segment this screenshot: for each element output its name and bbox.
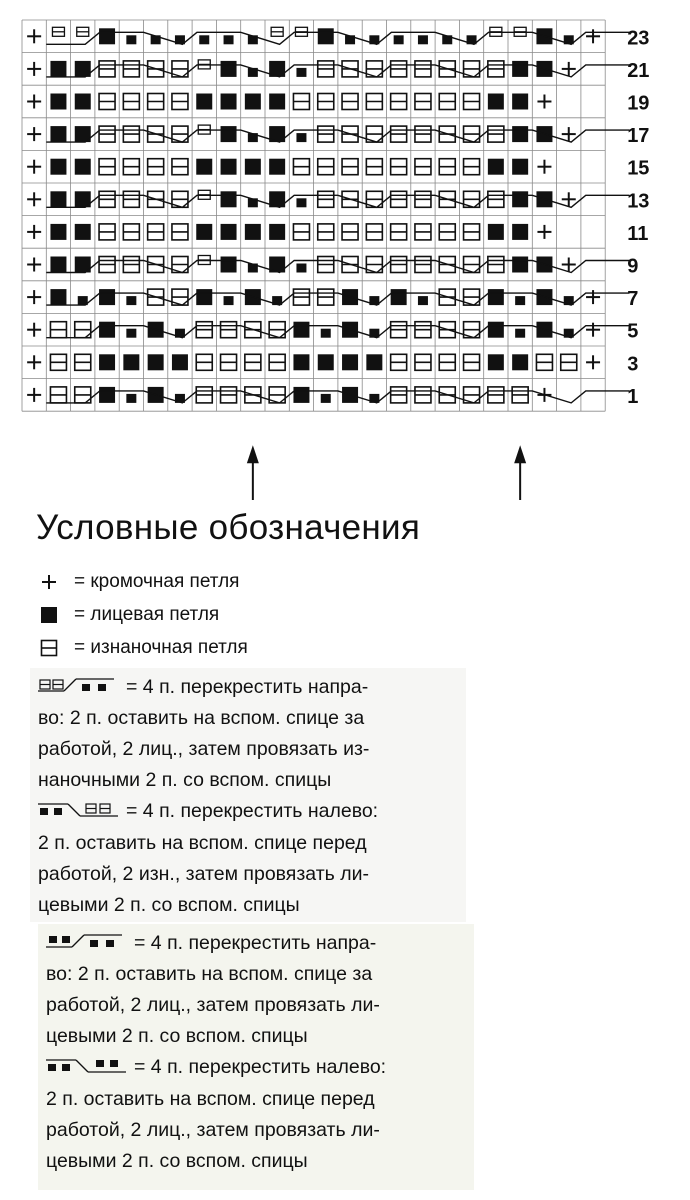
knit-stitch-mark [488,354,504,370]
note-text: работой, 2 лиц., затем провязать из- [38,738,370,761]
plus-icon [40,573,70,591]
knit-stitch-mark [296,133,306,142]
cable-notes-knit [38,924,474,1190]
cable-right-knit-icon [46,928,128,959]
knit-stitch-mark [318,354,334,370]
knit-stitch-mark [293,322,309,338]
row-number: 1 [627,385,639,408]
knit-stitch-mark [293,354,309,370]
knit-stitch-mark [512,61,528,77]
knit-stitch-mark [366,354,382,370]
knit-stitch-mark [515,296,525,305]
row-number: 17 [627,125,650,148]
knit-stitch-mark [99,387,115,403]
knit-stitch-mark [99,354,115,370]
knit-stitch-mark [512,257,528,273]
knit-stitch-mark [221,191,237,207]
knit-stitch-mark [126,394,136,403]
note-text: 2 п. оставить на вспом. спице перед [46,1087,375,1110]
cable-left-purl-icon [38,797,120,828]
knit-stitch-mark [512,191,528,207]
arrow-up-icon [247,445,259,463]
note-text: цевыми 2 п. со вспом. спицы [46,1025,308,1048]
knit-stitch-mark [50,257,66,273]
knit-stitch-mark [488,289,504,305]
knit-stitch-mark [245,159,261,175]
note-text: = 4 п. перекрестить налево: [134,1056,387,1079]
knit-stitch-mark [221,61,237,77]
cable-left-knit-icon [46,1053,128,1084]
knit-stitch-mark [512,354,528,370]
note-text: во: 2 п. оставить на вспом. спице за [46,963,373,986]
knit-stitch-mark [196,159,212,175]
knit-stitch-mark [488,94,504,110]
row-number: 21 [627,59,650,82]
knit-stitch-mark [245,94,261,110]
note-text: цевыми 2 п. со вспом. спицы [46,1149,308,1172]
knit-stitch-mark [512,159,528,175]
knit-stitch-mark [50,191,66,207]
knit-stitch-mark [296,198,306,207]
cable-notes-purl [30,668,466,922]
knit-stitch-mark [296,264,306,273]
note-text: во: 2 п. оставить на вспом. спице за [38,707,365,730]
knit-stitch-mark [269,94,285,110]
knit-stitch-mark [394,35,404,44]
note-text: работой, 2 изн., затем провязать ли- [38,862,369,885]
row-number: 19 [627,92,650,115]
row-number: 11 [627,222,649,245]
legend-edge-row [40,568,239,596]
knit-stitch-mark [75,224,91,240]
knit-stitch-mark [126,296,136,305]
legend-knit-row [40,601,219,629]
knit-stitch-mark [224,35,234,44]
knit-stitch-mark [196,94,212,110]
knit-stitch-mark [126,329,136,338]
legend-knit-text: = лицевая петля [74,604,220,625]
knit-stitch-mark [224,296,234,305]
knit-stitch-mark [196,289,212,305]
cable-right-purl-icon [38,672,120,703]
note-text: наночными 2 п. со вспом. спицы [38,769,332,792]
knit-stitch-mark [221,257,237,273]
knit-stitch-mark [318,28,334,44]
knit-stitch-mark [221,224,237,240]
knit-stitch-mark [148,354,164,370]
knit-stitch-mark [123,354,139,370]
knit-stitch-mark [321,329,331,338]
knit-stitch-mark [488,159,504,175]
knitting-chart [0,0,690,500]
knit-stitch-mark [488,322,504,338]
row-number: 7 [627,288,639,311]
knit-stitch-mark [126,35,136,44]
knit-stitch-mark [391,289,407,305]
knit-stitch-mark [99,289,115,305]
legend-title: Условные обозначения [36,508,421,547]
knit-stitch-mark [296,68,306,77]
knit-stitch-mark [269,159,285,175]
knit-stitch-mark [221,126,237,142]
row-number: 13 [627,190,650,213]
knit-stitch-mark [488,224,504,240]
row-number: 3 [627,353,639,376]
arrow-up-icon [514,445,526,463]
knit-stitch-mark [50,159,66,175]
knit-stitch-mark [196,224,212,240]
knit-stitch-mark [293,387,309,403]
knit-stitch-mark [50,224,66,240]
knit-stitch-mark [269,224,285,240]
knit-stitch-mark [50,289,66,305]
legend-purl-row [40,634,248,662]
row-number: 5 [627,320,639,343]
note-text: = 4 п. перекрестить налево: [126,800,379,823]
knit-stitch-mark [515,329,525,338]
note-text: = 4 п. перекрестить напра- [126,676,369,698]
knit-stitch-mark [75,159,91,175]
legend-edge-text: = кромочная петля [74,571,240,592]
note-text: = 4 п. перекрестить напра- [134,932,377,954]
note-text: 2 п. оставить на вспом. спице перед [38,831,367,854]
note-line [46,928,466,959]
knit-stitch-mark [418,296,428,305]
note-line [38,796,458,827]
knit-stitch-mark [221,94,237,110]
note-text: работой, 2 лиц., затем провязать ли- [46,994,380,1017]
knit-stitch-mark [418,35,428,44]
knit-stitch-mark [75,94,91,110]
knitting-chart-svg [0,0,690,500]
knit-stitch-mark [221,159,237,175]
purl-box-icon [40,639,70,657]
knit-stitch-mark [342,354,358,370]
knit-stitch-mark [245,224,261,240]
note-text: цевыми 2 п. со вспом. спицы [38,893,300,916]
knit-stitch-mark [512,94,528,110]
note-text: работой, 2 лиц., затем провязать ли- [46,1118,380,1141]
knit-stitch-mark [99,322,115,338]
knit-stitch-mark [321,394,331,403]
knit-stitch-mark [50,126,66,142]
row-number: 9 [627,255,639,278]
note-line [38,672,458,703]
knit-stitch-mark [50,61,66,77]
legend-purl-text: = изнаночная петля [74,637,248,658]
knit-stitch-mark [99,28,115,44]
knit-square-icon [40,606,70,624]
knit-stitch-mark [512,126,528,142]
note-line [46,1052,466,1083]
row-number: 15 [627,157,650,180]
knit-stitch-mark [50,94,66,110]
knit-stitch-mark [512,224,528,240]
knit-stitch-mark [199,35,209,44]
row-number: 23 [627,27,650,50]
knit-stitch-mark [172,354,188,370]
